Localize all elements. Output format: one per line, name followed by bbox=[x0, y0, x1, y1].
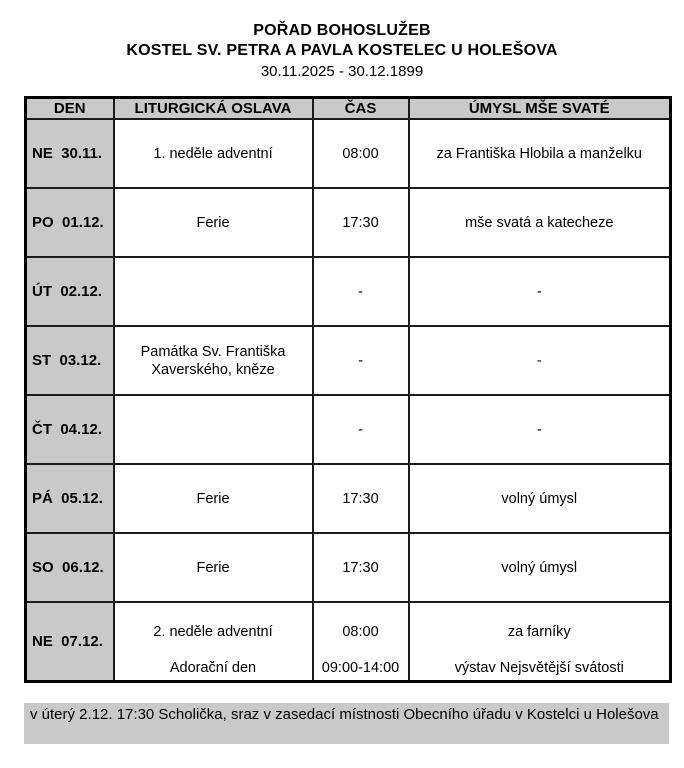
intention-cell: - bbox=[409, 257, 671, 326]
intention-cell: za Františka Hlobila a manželku bbox=[409, 119, 671, 188]
intention-cell bbox=[409, 602, 671, 681]
celebration-cell: Ferie bbox=[114, 533, 313, 602]
table-row bbox=[26, 119, 671, 188]
col-header-den: DEN bbox=[26, 98, 114, 120]
table-row bbox=[26, 257, 671, 326]
celebration-cell: 1. neděle adventní bbox=[114, 119, 313, 188]
time-cell: 08:00 bbox=[313, 119, 409, 188]
celebration-cell: Ferie bbox=[114, 464, 313, 533]
time-cell bbox=[313, 602, 409, 681]
time-cell: - bbox=[313, 257, 409, 326]
celebration-cell bbox=[114, 257, 313, 326]
time-cell: 17:30 bbox=[313, 533, 409, 602]
table-row bbox=[26, 464, 671, 533]
celebration-cell bbox=[114, 395, 313, 464]
day-label: PO 01.12. bbox=[26, 188, 114, 257]
table-header-row bbox=[26, 98, 671, 120]
document-header bbox=[0, 0, 684, 82]
table-row bbox=[26, 395, 671, 464]
day-label: ÚT 02.12. bbox=[26, 257, 114, 326]
time-cell: 17:30 bbox=[313, 188, 409, 257]
time-cell: - bbox=[313, 326, 409, 395]
footer-note: v úterý 2.12. 17:30 Scholička, sraz v zasedací místnosti Obecního úřadu v Kostelci u Holešova bbox=[24, 703, 669, 744]
time-cell: 17:30 bbox=[313, 464, 409, 533]
intention-cell: volný úmysl bbox=[409, 533, 671, 602]
intention-cell: - bbox=[409, 395, 671, 464]
intention-sub: výstav Nejsvětější svátosti bbox=[454, 659, 624, 676]
table-row bbox=[26, 533, 671, 602]
time-sub: 09:00-14:00 bbox=[321, 659, 400, 676]
day-label: NE 30.11. bbox=[26, 119, 114, 188]
schedule-table bbox=[24, 96, 672, 683]
table-row bbox=[26, 188, 671, 257]
date-range: 30.11.2025 - 30.12.1899 bbox=[260, 63, 424, 80]
intention-cell: mše svatá a katecheze bbox=[409, 188, 671, 257]
day-label: PÁ 05.12. bbox=[26, 464, 114, 533]
col-header-liturgicka-oslava: LITURGICKÁ OSLAVA bbox=[114, 98, 313, 120]
day-label: ST 03.12. bbox=[26, 326, 114, 395]
church-name: KOSTEL SV. PETRA A PAVLA KOSTELEC U HOLEŠOVA bbox=[126, 42, 558, 59]
day-label: NE 07.12. bbox=[26, 602, 114, 681]
table-row bbox=[26, 326, 671, 395]
day-label: SO 06.12. bbox=[26, 533, 114, 602]
celebration-cell: Ferie bbox=[114, 188, 313, 257]
intention-cell: - bbox=[409, 326, 671, 395]
day-label: ČT 04.12. bbox=[26, 395, 114, 464]
celebration-cell bbox=[114, 602, 313, 681]
celebration-cell: Památka Sv. Františka Xaverského, kněze bbox=[114, 326, 313, 395]
table-row bbox=[26, 602, 671, 681]
col-header-umysl: ÚMYSL MŠE SVATÉ bbox=[409, 98, 671, 120]
col-header-cas: ČAS bbox=[313, 98, 409, 120]
page-title: POŘAD BOHOSLUŽEB bbox=[253, 22, 431, 39]
time-cell: - bbox=[313, 395, 409, 464]
intention-cell: volný úmysl bbox=[409, 464, 671, 533]
intention-main: za farníky bbox=[507, 623, 571, 640]
time-main: 08:00 bbox=[342, 623, 379, 640]
celebration-sub: Adorační den bbox=[169, 659, 257, 676]
celebration-main: 2. neděle adventní bbox=[153, 623, 273, 640]
